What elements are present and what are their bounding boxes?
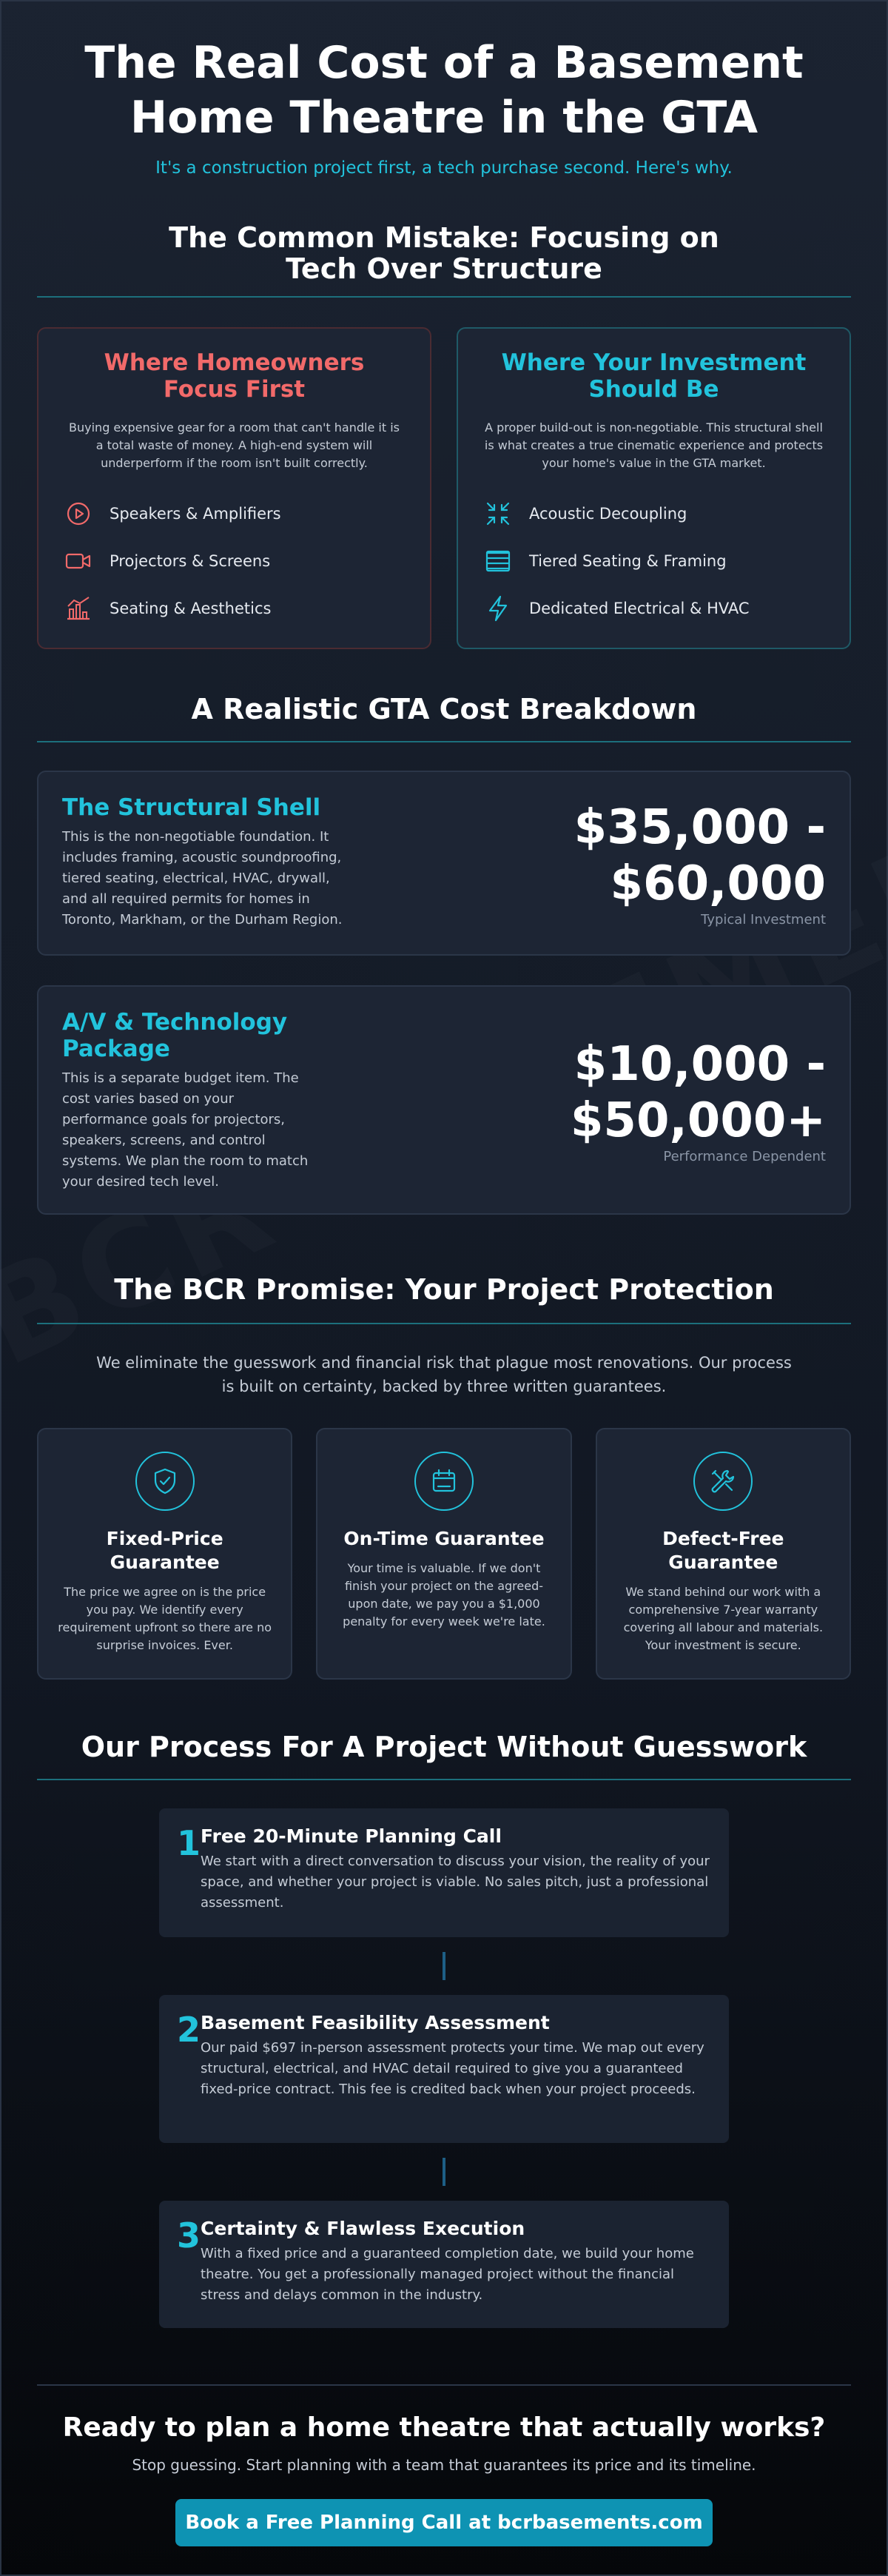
shield-check-icon [135, 1452, 195, 1511]
list-item-label: Dedicated Electrical & HVAC [529, 600, 750, 617]
list-item-label: Projectors & Screens [110, 552, 271, 570]
cost-title: A Realistic GTA Cost Breakdown [37, 694, 851, 742]
cost-item-description: This is a separate budget item. The cost varies based on your performance goals for projectors, speakers, screens, and control systems. We plan the room to match your desired tech level. [62, 1070, 309, 1190]
guarantee-text: The price we agree on is the price you pay. We identify every requirement upfront so there are no surprise invoices. Ever. [58, 1585, 272, 1652]
page-title: The Real Cost of a Basement Home Theatre in the GTA [84, 37, 804, 144]
cost-item-price: $35,000 - $60,000 [574, 799, 826, 911]
calendar-icon [414, 1452, 474, 1511]
cost-item-note: Performance Dependent [663, 1148, 826, 1164]
list-item [64, 585, 405, 632]
promise-intro: We eliminate the guesswork and financial risk that plague most renovations. Our process is built on certainty, backed by three written guarantees. [96, 1354, 792, 1395]
investment-list [483, 490, 824, 632]
chart-bars-icon [64, 594, 93, 623]
guarantee-text: We stand behind our work with a comprehensive 7-year warranty covering all labour and materials. Your investment is secure. [623, 1585, 824, 1652]
step-number: 2 [177, 2010, 201, 2050]
layers-icon [483, 546, 513, 576]
cost-item-price: $10,000 - $50,000+ [570, 1036, 826, 1148]
list-item [64, 537, 405, 585]
book-planning-call-button[interactable]: Book a Free Planning Call at bcrbasements.com [175, 2499, 713, 2546]
page-subtitle: It's a construction project first, a tech purchase second. Here's why. [155, 158, 733, 178]
structural-shell-card [37, 771, 851, 956]
mistake-title: The Common Mistake: Focusing on Tech Over Structure [37, 222, 851, 298]
process-step [159, 2201, 729, 2328]
cta-text: Stop guessing. Start planning with a team that guarantees its price and its timeline. [132, 2456, 756, 2474]
cta-title: Ready to plan a home theatre that actually works? [62, 2412, 826, 2443]
hero [37, 0, 851, 178]
guarantee-title: Defect-Free Guarantee [662, 1528, 784, 1573]
step-number: 1 [177, 1823, 201, 1863]
step-connector [443, 1952, 445, 1980]
focus-first-card [37, 327, 431, 649]
comparison-cards [37, 327, 851, 649]
list-item [64, 490, 405, 537]
av-technology-card [37, 985, 851, 1215]
investment-card-title: Where Your Investment Should Be [501, 349, 807, 403]
step-text: Our paid $697 in-person assessment protects your time. We map out every structural, electrical, and HVAC detail required to give you a guaranteed fixed-price contract. This fee is credited back when your project proceeds. [201, 2040, 704, 2097]
step-connector [443, 2158, 445, 2186]
play-circle-icon [64, 499, 93, 529]
compress-arrows-icon [483, 499, 513, 529]
guarantee-title: Fixed-Price Guarantee [106, 1528, 223, 1573]
step-title: Basement Feasibility Assessment [201, 2012, 550, 2033]
list-item-label: Speakers & Amplifiers [110, 505, 281, 523]
process-steps [159, 1808, 729, 2328]
step-number: 3 [177, 2216, 201, 2255]
process-section [37, 1731, 851, 2328]
list-item [483, 537, 824, 585]
investment-card [457, 327, 851, 649]
step-title: Free 20-Minute Planning Call [201, 1825, 502, 1847]
cost-item-note: Typical Investment [701, 911, 826, 928]
step-text: We start with a direct conversation to discuss your vision, the reality of your space, and whether your project is viable. No sales pitch, just a professional assessment. [201, 1854, 710, 1911]
tools-icon [693, 1452, 753, 1511]
lightning-icon [483, 594, 513, 623]
cta-section [37, 2384, 851, 2546]
on-time-guarantee-card [316, 1428, 571, 1680]
guarantee-text: Your time is valuable. If we don't finish your project on the agreed-upon date, we pay you a $1,000 penalty for every week we're late. [343, 1561, 545, 1629]
cost-section [37, 694, 851, 1215]
video-camera-icon [64, 546, 93, 576]
process-step [159, 1995, 729, 2143]
focus-card-title: Where Homeowners Focus First [104, 349, 365, 403]
focus-card-description: Buying expensive gear for a room that can't handle it is a total waste of money. A high-end system will underperform if the room isn't built correctly. [69, 420, 400, 470]
fixed-price-guarantee-card [37, 1428, 292, 1680]
list-item [483, 585, 824, 632]
process-title: Our Process For A Project Without Guesswork [37, 1731, 851, 1780]
cost-item-title: The Structural Shell [62, 794, 321, 821]
guarantee-cards [37, 1428, 851, 1680]
mistake-section [37, 222, 851, 649]
cost-item-description: This is the non-negotiable foundation. It includes framing, acoustic soundproofing, tiered seating, electrical, HVAC, drywall, and all required permits for homes in Toronto, Markham, or the Durham Region. [62, 829, 343, 928]
cost-item-title: A/V & Technology Package [62, 1009, 288, 1062]
step-title: Certainty & Flawless Execution [201, 2218, 525, 2239]
list-item [483, 490, 824, 537]
guarantee-title: On-Time Guarantee [343, 1528, 545, 1549]
list-item-label: Tiered Seating & Framing [529, 552, 727, 570]
focus-list [64, 490, 405, 632]
list-item-label: Seating & Aesthetics [110, 600, 272, 617]
promise-title: The BCR Promise: Your Project Protection [37, 1274, 851, 1324]
list-item-label: Acoustic Decoupling [529, 505, 687, 523]
investment-card-description: A proper build-out is non-negotiable. This structural shell is what creates a true cinematic experience and protects your home's value in the GTA market. [484, 420, 824, 470]
defect-free-guarantee-card [596, 1428, 851, 1680]
step-text: With a fixed price and a guaranteed completion date, we build your home theatre. You get a professionally managed project without the financial stress and delays common in the industry. [201, 2246, 694, 2303]
promise-section [37, 1274, 851, 1680]
process-step [159, 1808, 729, 1937]
